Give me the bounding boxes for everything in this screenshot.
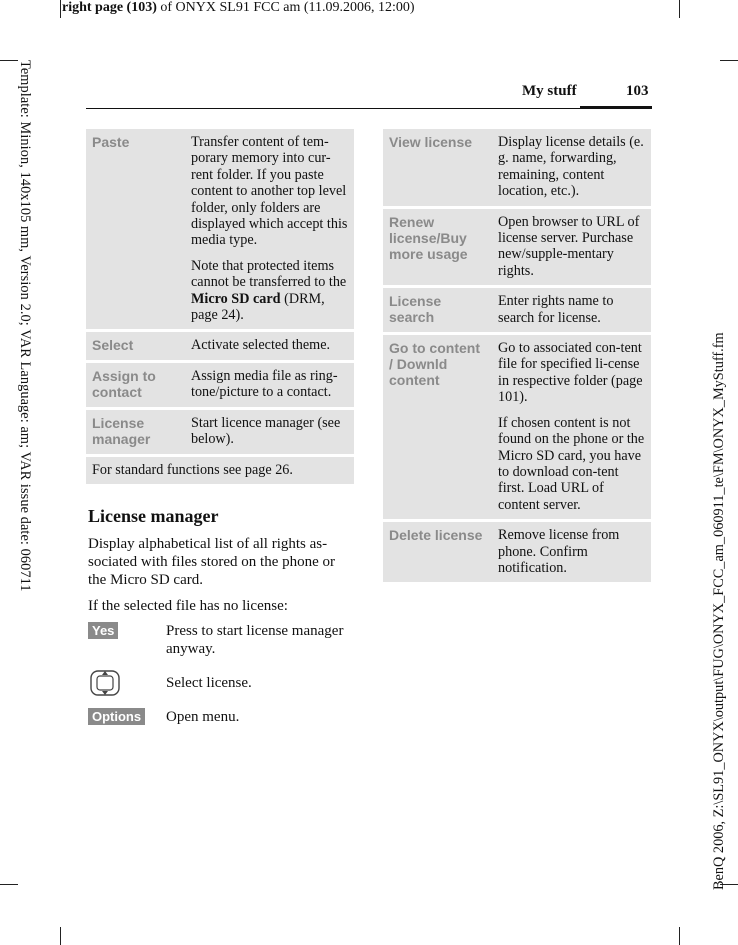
page-number: 103 [626, 83, 649, 99]
table-row [383, 209, 651, 289]
function-desc-text: If chosen content is not found on the phone or the Micro SD card, you have to download con-tent first. Load URL of content server. [498, 414, 645, 513]
function-desc-text: Go to associated con-tent file for specified li-cense in respective folder (page 101). [498, 340, 643, 406]
crop-mark [0, 884, 18, 885]
crop-mark [720, 60, 738, 61]
section-paragraph: If the selected file has no license: [88, 598, 288, 614]
function-desc: Start licence manager (see below). [185, 410, 354, 457]
crop-mark [679, 927, 680, 945]
function-desc: Assign media file as ring-tone/picture to a contact. [185, 363, 354, 410]
function-desc [492, 335, 651, 522]
function-desc: Enter rights name to search for license. [492, 288, 651, 335]
key-description: Select license. [166, 675, 252, 691]
function-key: View license [383, 129, 492, 209]
page-header-rest: of ONYX SL91 FCC am (11.09.2006, 12:00) [156, 0, 415, 15]
function-key: Select [86, 332, 185, 362]
header-rule-accent [580, 106, 652, 109]
function-desc: Open browser to URL of license server. Purchase new/supple-mentary rights. [492, 209, 651, 289]
table-footer: For standard functions see page 26. [86, 457, 354, 487]
note-text: Note that protected items cannot be transferred to the [191, 257, 347, 291]
yes-softkey: Yes [88, 622, 118, 639]
function-desc-text: Transfer content of tem-porary memory into cur-rent folder. If you paste content to another top level folder, only folders are displayed which accept this media type. [191, 134, 348, 249]
function-desc: Display license details (e. g. name, forwarding, remaining, content location, etc.). [492, 129, 651, 209]
page-header-bold: right page (103) [62, 0, 157, 15]
page-header [62, 0, 415, 16]
crop-mark [60, 0, 61, 18]
table-row [86, 410, 354, 457]
note-bold: Micro SD card [191, 290, 281, 307]
file-path-info: BenQ 2006, Z:\SL91_ONYX\output\FUG\ONYX_FCC_am_060911_te\FM\ONYX_MyStuff.fm [711, 332, 727, 890]
table-row [383, 522, 651, 585]
function-key: Assign to contact [86, 363, 185, 410]
template-info: Template: Minion, 140x105 mm, Version 2.0; VAR Language: am; VAR issue date: 060711 [17, 60, 33, 592]
function-key: License search [383, 288, 492, 335]
function-key: Go to content / Downld content [383, 335, 492, 522]
table-row [86, 363, 354, 410]
table-row [86, 457, 354, 487]
header-rule [86, 108, 652, 109]
function-key: Paste [86, 129, 185, 332]
crop-mark [679, 0, 680, 18]
section-paragraph: Display alphabetical list of all rights as-sociated with files stored on the phone or the Micro SD card. [88, 536, 336, 588]
table-row [383, 335, 651, 522]
right-function-table [383, 129, 651, 585]
key-description: Press to start license manager anyway. [166, 623, 344, 657]
function-key: Delete license [383, 522, 492, 585]
section-heading: License manager [88, 506, 219, 526]
function-key: Renew license/Buy more usage [383, 209, 492, 289]
options-softkey: Options [88, 708, 145, 725]
running-head-title: My stuff [522, 83, 577, 99]
table-row [383, 129, 651, 209]
function-key: License manager [86, 410, 185, 457]
function-desc [185, 129, 354, 332]
key-description: Open menu. [166, 709, 240, 725]
function-desc: Remove license from phone. Confirm notification. [492, 522, 651, 585]
function-note [191, 258, 348, 324]
table-row [383, 288, 651, 335]
navigation-key-icon [88, 668, 122, 698]
note-text-end: (DRM, page 24). [191, 290, 325, 324]
table-row [86, 332, 354, 362]
crop-mark [60, 927, 61, 945]
table-row [86, 129, 354, 332]
function-desc: Activate selected theme. [185, 332, 354, 362]
left-function-table [86, 129, 354, 487]
